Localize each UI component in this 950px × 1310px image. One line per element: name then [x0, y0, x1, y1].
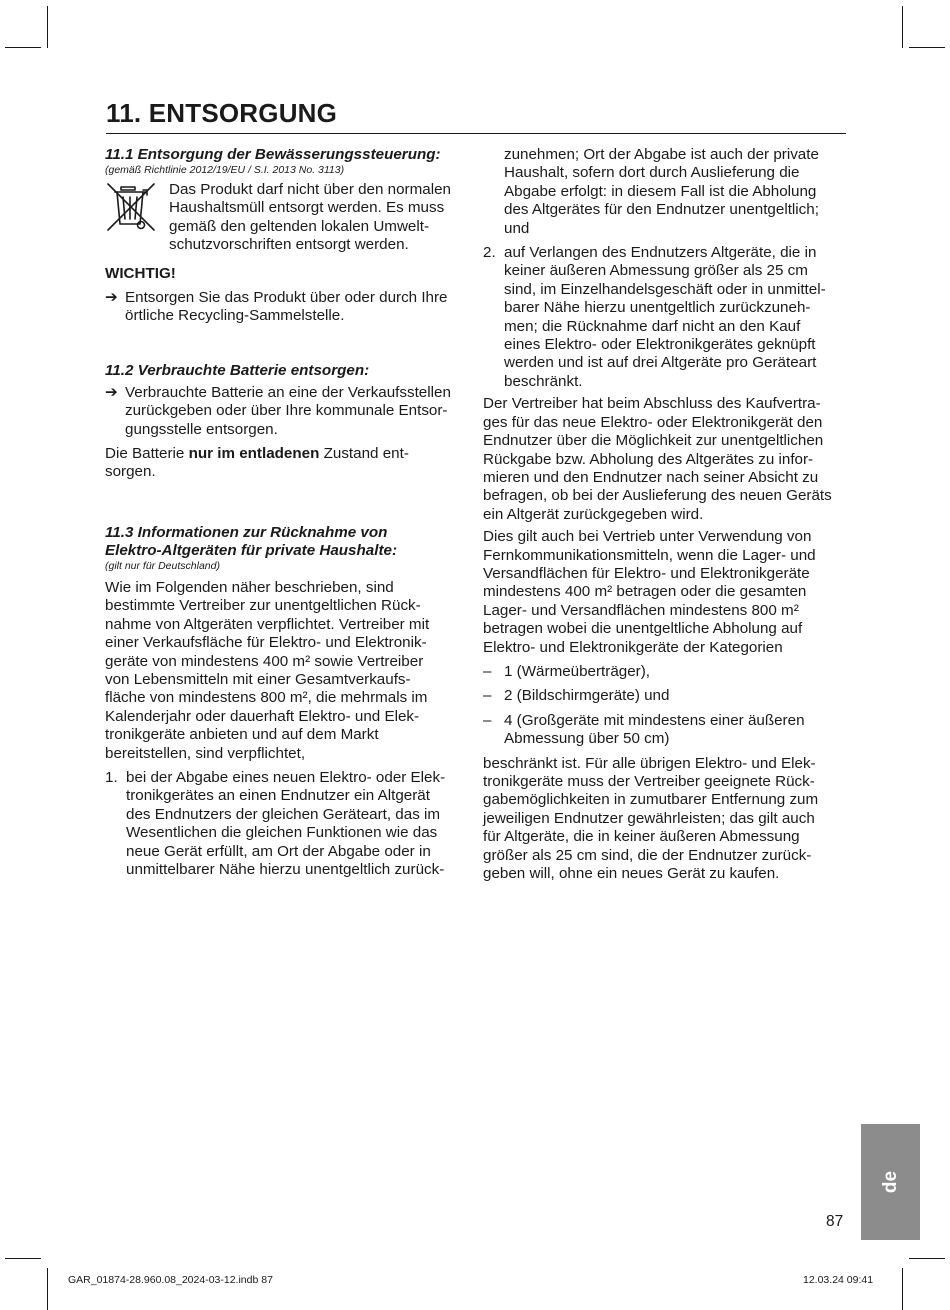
section-11-2-heading: 11.2 Verbrauchte Batterie entsorgen: — [105, 361, 370, 379]
text-line: sind, im Einzelhandelsgeschäft oder in unmittel- — [504, 280, 826, 298]
text-line: Kalenderjahr oder dauerhaft Elektro- und Elek- — [105, 707, 420, 725]
text-line: werden und ist auf drei Altgeräte pro Geräteart — [504, 354, 817, 372]
text-line: Versandflächen für Elektro- und Elektronikgeräte — [483, 564, 810, 582]
text-line: des Endnutzers der gleichen Geräteart, das im — [126, 805, 441, 823]
weee-notice — [105, 181, 468, 255]
battery-text: Zustand ent- — [319, 445, 409, 463]
arrow-right-icon: ➔ — [105, 289, 118, 307]
dash-item — [483, 712, 846, 749]
battery-text-line: sorgen. — [105, 463, 156, 481]
intro-paragraph — [105, 579, 468, 763]
footer-timestamp: 12.03.24 09:41 — [803, 1274, 874, 1286]
paragraph-sales-contract — [483, 395, 846, 524]
text-line: bestimmte Vertreiber zur unentgeltlichen Rück- — [105, 597, 421, 615]
crossed-out-wheelie-bin-icon — [105, 181, 157, 233]
text-line: und — [504, 219, 530, 237]
text-line: Abmessung über 50 cm) — [504, 730, 670, 748]
text-line: nahme von Altgeräten verpflichtet. Vertreiber mit — [105, 615, 430, 633]
text-line: 1 (Wärmeüberträger), — [504, 662, 651, 680]
text-line: 2 (Bildschirmgeräte) und — [504, 687, 670, 705]
text-line: Elektro- und Elektronikgeräte der Kategorien — [483, 638, 783, 656]
title-divider — [106, 133, 846, 134]
text-line: tronikgeräte muss der Vertreiber geeignete Rück- — [483, 773, 815, 790]
text-line: barer Nähe hierzu unentgeltlich zurückzuneh- — [504, 299, 811, 317]
crop-mark — [902, 1268, 903, 1310]
text-line: 4 (Großgeräte mit mindestens einer äußeren — [504, 711, 805, 729]
text-line: neue Gerät erfüllt, am Ort der Abgabe oder in — [126, 842, 431, 860]
dash-item — [483, 663, 846, 681]
dash-mark: – — [483, 662, 492, 680]
crop-mark — [909, 1258, 945, 1259]
crop-mark — [5, 1258, 41, 1259]
numbered-item-2 — [483, 244, 846, 391]
language-tab — [861, 1124, 920, 1240]
crop-mark — [47, 6, 48, 48]
section-11-1-subtitle: (gemäß Richtlinie 2012/19/EU / S.I. 2013 No. 3113) — [105, 164, 345, 176]
crop-mark — [47, 1268, 48, 1310]
crop-mark — [909, 47, 945, 48]
text-line: bereitstellen, sind verpflichtet, — [105, 744, 306, 762]
text-line: Lager- und Versandflächen mindestens 800 m² — [483, 601, 799, 619]
text-line: Dies gilt auch bei Vertrieb unter Verwendung von — [483, 528, 812, 546]
text-line: beschränkt ist. Für alle übrigen Elektro- und Elek- — [483, 754, 816, 772]
item-number: 2. — [483, 244, 496, 262]
bullet-text-line: örtliche Recycling-Sammelstelle. — [125, 307, 345, 325]
text-line: geben will, ohne ein neues Gerät zu kaufen. — [483, 865, 780, 883]
text-line: auf Verlangen des Endnutzers Altgeräte, die in — [504, 244, 817, 262]
text-line: von Lebensmitteln mit einer Gesamtverkaufs- — [105, 670, 411, 688]
text-line: zunehmen; Ort der Abgabe ist auch der private — [504, 146, 819, 163]
text-line: unmittelbarer Nähe hierzu unentgeltlich zurück- — [126, 860, 445, 878]
text-line: beschränkt. — [504, 372, 583, 390]
page-title: 11. ENTSORGUNG — [106, 98, 338, 128]
text-line: geräte von mindestens 400 m² sowie Vertreiber — [105, 652, 424, 670]
weee-text-line: Haushaltsmüll entsorgt werden. Es muss — [169, 199, 445, 217]
text-line: für Altgeräte, die in keiner äußeren Abmessung — [483, 828, 800, 846]
text-line: größer als 25 cm sind, die der Endnutzer zurück- — [483, 846, 812, 864]
crop-mark — [902, 6, 903, 48]
text-line: einer Verkaufsfläche für Elektro- und Elektronik- — [105, 634, 427, 652]
numbered-item-1 — [105, 769, 468, 879]
battery-emphasis: nur im entladenen — [188, 445, 320, 463]
paragraph-distance-selling — [483, 528, 846, 657]
numbered-item-1-continued — [483, 146, 846, 238]
page-number: 87 — [826, 1213, 844, 1230]
arrow-right-icon: ➔ — [105, 383, 118, 401]
bullet-text-line: Verbrauchte Batterie an eine der Verkaufsstellen — [125, 383, 451, 401]
bullet-text-line: Entsorgen Sie das Produkt über oder durch Ihre — [125, 289, 448, 307]
dash-mark: – — [483, 711, 492, 729]
text-line: Haushalt, sofern dort durch Auslieferung die — [504, 164, 800, 182]
crop-mark — [5, 47, 41, 48]
language-tab-label: de — [879, 1170, 901, 1194]
text-line: Wie im Folgenden näher beschrieben, sind — [105, 578, 394, 596]
text-line: mieren und den Endnutzer nach seiner Absicht zu — [483, 468, 819, 486]
item-number: 1. — [105, 768, 118, 786]
battery-paragraph — [105, 445, 468, 463]
footer-file-info: GAR_01874-28.960.08_2024-03-12.indb 87 — [68, 1274, 273, 1286]
section-11-3-heading: Elektro-Altgeräten für private Haushalte: — [105, 541, 398, 559]
text-line: tronikgeräte anbieten und auf dem Markt — [105, 726, 379, 744]
text-line: des Altgerätes für den Endnutzer unentgeltlich; — [504, 201, 819, 219]
bullet-item — [105, 384, 468, 439]
text-line: keiner äußeren Abmessung größer als 25 cm — [504, 262, 808, 280]
text-line: Fernkommunikationsmitteln, wenn die Lager- und — [483, 546, 816, 564]
paragraph-other-devices — [483, 755, 846, 884]
dash-mark: – — [483, 687, 492, 705]
battery-text: Die Batterie — [105, 445, 189, 463]
text-line: men; die Rücknahme darf nicht an den Kauf — [504, 317, 801, 335]
text-line: ein Altgerät zurückgegeben wird. — [483, 505, 704, 523]
bullet-item — [105, 289, 468, 326]
important-label: WICHTIG! — [105, 264, 176, 282]
dash-item — [483, 687, 846, 705]
text-line: fläche von mindestens 800 m², die mehrmals im — [105, 689, 428, 707]
weee-text-line: gemäß den geltenden lokalen Umwelt- — [169, 217, 430, 235]
weee-text-line: Das Produkt darf nicht über den normalen — [169, 181, 451, 198]
text-line: Abgabe erfolgt: in diesem Fall ist die Abholung — [504, 182, 817, 200]
text-line: mindestens 400 m² betragen oder die gesamten — [483, 583, 807, 601]
left-column — [105, 146, 468, 879]
text-line: gabemöglichkeiten in zumutbarer Entfernung zum — [483, 791, 819, 809]
text-line: ges für das neue Elektro- oder Elektronikgerät den — [483, 413, 823, 431]
text-line: tronikgerätes an einen Endnutzer ein Altgerät — [126, 787, 430, 805]
text-line: Wesentlichen die gleichen Funktionen wie das — [126, 824, 438, 842]
bullet-text-line: zurückgeben oder über Ihre kommunale Entsor- — [125, 402, 448, 420]
section-11-3-subtitle: (gilt nur für Deutschland) — [105, 559, 220, 572]
text-line: Rückgabe bzw. Abholung des Altgerätes zu infor- — [483, 450, 814, 468]
text-line: Endnutzer über die Möglichkeit zur unentgeltlichen — [483, 432, 824, 450]
text-line: betragen wobei die unentgeltliche Abholung auf — [483, 620, 803, 638]
text-line: befragen, ob bei der Auslieferung des neuen Geräts — [483, 487, 832, 505]
text-line: bei der Abgabe eines neuen Elektro- oder Elek- — [126, 768, 446, 786]
section-11-1-heading: 11.1 Entsorgung der Bewässerungssteuerung: — [105, 146, 441, 163]
right-column — [483, 146, 846, 883]
text-line: Der Vertreiber hat beim Abschluss des Kaufvertra- — [483, 395, 821, 413]
text-line: jeweiligen Endnutzer gewährleisten; das gilt auch — [483, 809, 815, 827]
text-line: eines Elektro- oder Elektronikgerätes geknüpft — [504, 336, 816, 354]
bullet-text-line: gungsstelle entsorgen. — [125, 420, 278, 438]
weee-text-line: schutzvorschriften entsorgt werden. — [169, 236, 409, 254]
section-11-3-heading: 11.3 Informationen zur Rücknahme von — [105, 523, 388, 541]
